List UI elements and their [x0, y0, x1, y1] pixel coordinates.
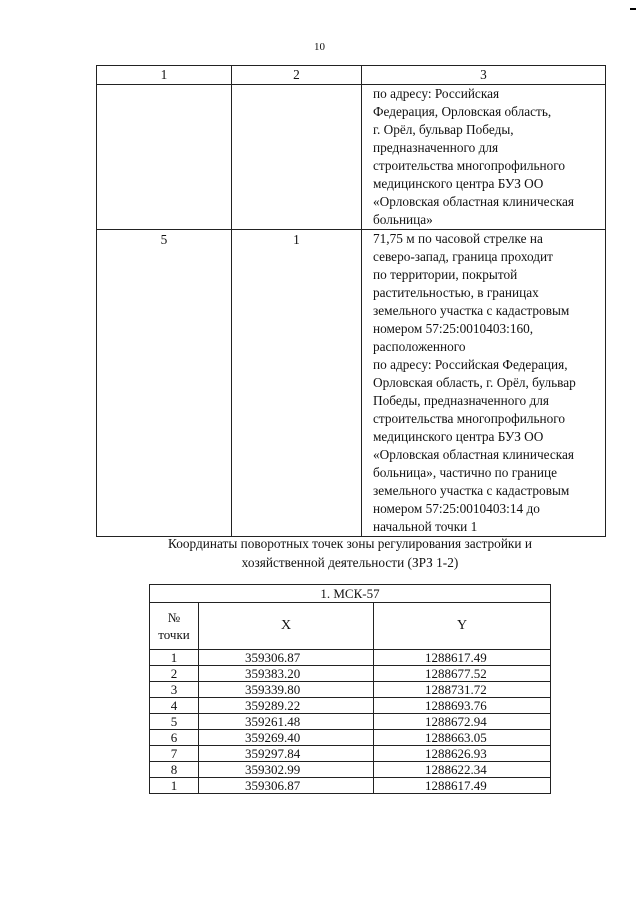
- boundary-description-table: [96, 65, 606, 537]
- point-number-cell: 5: [150, 714, 199, 730]
- description-line: «Орловская областная клиническая: [373, 447, 575, 462]
- table-row: [97, 85, 606, 230]
- description-line: строительства многопрофильного: [373, 411, 566, 426]
- description-line: г. Орёл, бульвар Победы,: [373, 122, 514, 137]
- column-header-2: 2: [232, 66, 362, 85]
- description-line: медицинского центра БУЗ ОО: [373, 429, 544, 444]
- description-line: северо-запад, граница проходит: [373, 249, 553, 264]
- column-header-1: 1: [97, 66, 232, 85]
- description-line: по территории, покрытой: [373, 267, 518, 282]
- y-coordinate-cell: 1288672.94: [374, 714, 551, 730]
- corner-mark: [630, 8, 636, 10]
- y-coordinate-cell: 1288677.52: [374, 666, 551, 682]
- description-line: земельного участка с кадастровым: [373, 483, 570, 498]
- point-number-header-word: точки: [158, 627, 190, 642]
- page-number: 10: [314, 41, 325, 53]
- description-line: растительностью, в границах: [373, 285, 539, 300]
- table-row: [97, 230, 606, 537]
- description-line: начальной точки 1: [373, 519, 478, 534]
- y-coordinate-cell: 1288617.49: [374, 650, 551, 666]
- description-line: земельного участка с кадастровым: [373, 303, 570, 318]
- y-coordinate-cell: 1288693.76: [374, 698, 551, 714]
- coordinates-table: [149, 584, 551, 794]
- coordinates-header-row: [150, 603, 551, 650]
- x-coordinate-cell: 359289.22: [199, 698, 374, 714]
- y-coordinate-cell: 1288617.49: [374, 778, 551, 794]
- y-coordinate-cell: 1288731.72: [374, 682, 551, 698]
- point-from-cell: [97, 85, 232, 230]
- description-line: 71,75 м по часовой стрелке на: [373, 231, 543, 246]
- description-line: предназначенного для: [373, 140, 499, 155]
- coordinates-title-line: Координаты поворотных точек зоны регулирования застройки и: [168, 536, 532, 551]
- point-number-cell: 3: [150, 682, 199, 698]
- description-line: номером 57:25:0010403:14 до: [373, 501, 540, 516]
- point-number-cell: 6: [150, 730, 199, 746]
- y-coordinate-cell: 1288626.93: [374, 746, 551, 762]
- table-row: [150, 682, 551, 698]
- y-coordinate-cell: 1288663.05: [374, 730, 551, 746]
- point-number-cell: 4: [150, 698, 199, 714]
- point-number-header-symbol: №: [167, 610, 181, 625]
- description-line: медицинского центра БУЗ ОО: [373, 176, 544, 191]
- description-line: Федерация, Орловская область,: [373, 104, 552, 119]
- table-row: [150, 746, 551, 762]
- description-line: по адресу: Российская Федерация,: [373, 357, 568, 372]
- coordinate-system-label: 1. МСК-57: [150, 585, 551, 603]
- x-coordinate-cell: 359306.87: [199, 778, 374, 794]
- description-line: по адресу: Российская: [373, 86, 500, 101]
- table-row: [150, 762, 551, 778]
- x-coordinate-cell: 359339.80: [199, 682, 374, 698]
- point-number-cell: 8: [150, 762, 199, 778]
- table-header-row: [97, 66, 606, 85]
- description-line: Победы, предназначенного для: [373, 393, 550, 408]
- x-coordinate-cell: 359383.20: [199, 666, 374, 682]
- table-row: [150, 650, 551, 666]
- x-column-header: X: [199, 603, 374, 650]
- x-coordinate-cell: 359306.87: [199, 650, 374, 666]
- point-number-cell: 2: [150, 666, 199, 682]
- x-coordinate-cell: 359302.99: [199, 762, 374, 778]
- description-line: «Орловская областная клиническая: [373, 194, 575, 209]
- description-line: больница»: [373, 212, 433, 227]
- point-number-cell: 1: [150, 778, 199, 794]
- x-coordinate-cell: 359297.84: [199, 746, 374, 762]
- description-line: Орловская область, г. Орёл, бульвар: [373, 375, 576, 390]
- description-line: строительства многопрофильного: [373, 158, 566, 173]
- x-coordinate-cell: 359261.48: [199, 714, 374, 730]
- point-to-cell: 1: [232, 230, 362, 537]
- x-coordinate-cell: 359269.40: [199, 730, 374, 746]
- description-line: расположенного: [373, 339, 466, 354]
- description-cell: [362, 230, 606, 537]
- coordinates-title-line: хозяйственной деятельности (ЗРЗ 1-2): [241, 555, 459, 570]
- coordinates-title: [100, 534, 600, 572]
- table-row: [150, 666, 551, 682]
- table-row: [150, 698, 551, 714]
- description-line: больница», частично по границе: [373, 465, 558, 480]
- description-line: номером 57:25:0010403:160,: [373, 321, 534, 336]
- point-number-cell: 1: [150, 650, 199, 666]
- description-cell: [362, 85, 606, 230]
- point-from-cell: 5: [97, 230, 232, 537]
- y-column-header: Y: [374, 603, 551, 650]
- point-to-cell: [232, 85, 362, 230]
- table-row: [150, 714, 551, 730]
- point-number-header: [150, 603, 199, 650]
- coordinate-system-row: [150, 585, 551, 603]
- table-row: [150, 730, 551, 746]
- table-row: [150, 778, 551, 794]
- y-coordinate-cell: 1288622.34: [374, 762, 551, 778]
- point-number-cell: 7: [150, 746, 199, 762]
- column-header-3: 3: [362, 66, 606, 85]
